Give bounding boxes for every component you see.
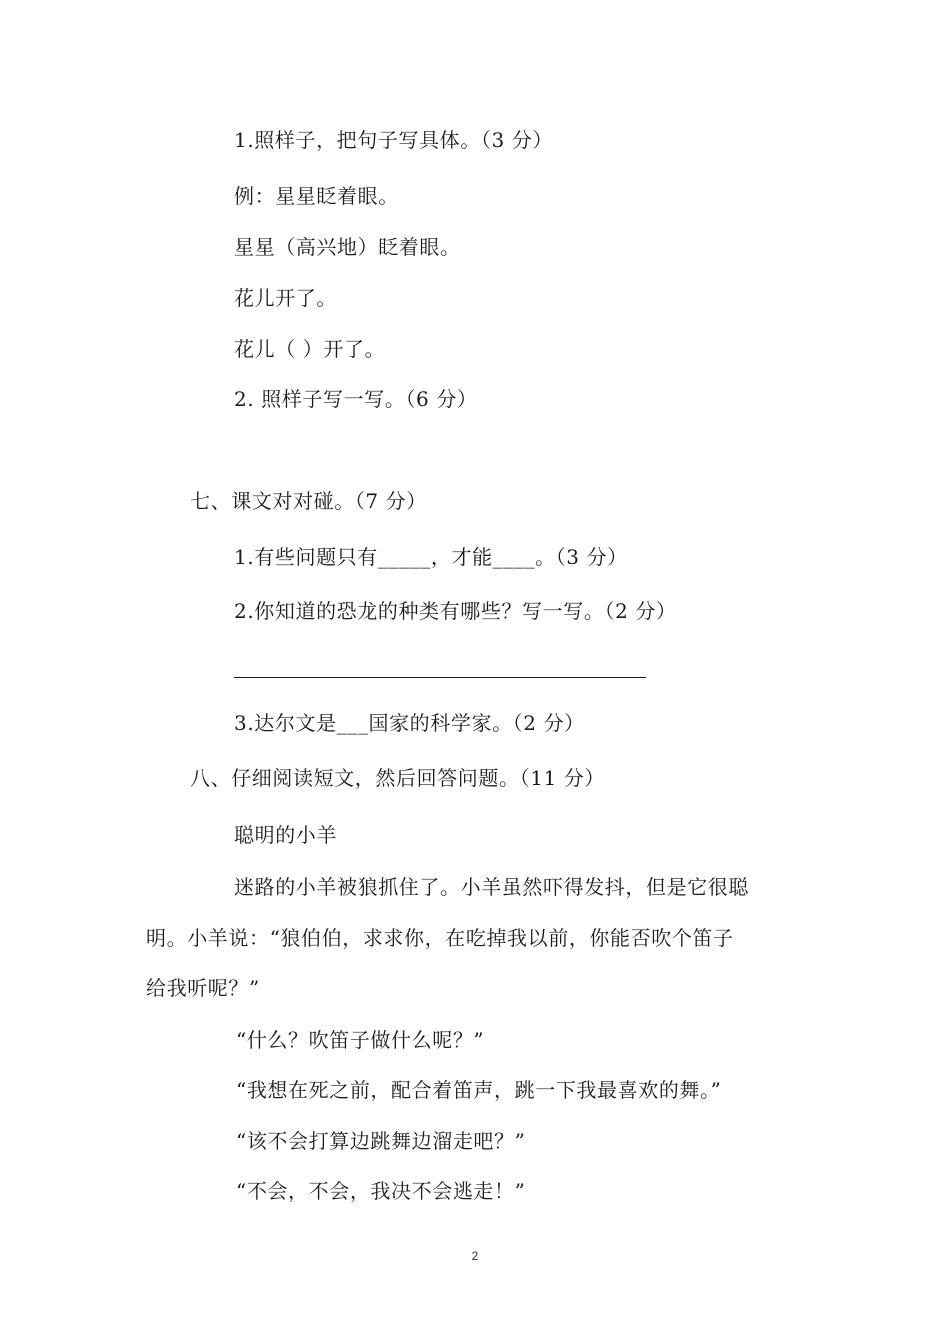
question-7-2: 2.你知道的恐龙的种类有哪些？写一写。（2 分） — [234, 599, 677, 623]
practice-sentence: 花儿开了。 — [234, 286, 337, 310]
page-number: 2 — [471, 1249, 479, 1263]
story-title: 聪明的小羊 — [234, 823, 337, 847]
story-dialog-line: “不会，不会，我决不会逃走！” — [236, 1179, 526, 1203]
practice-sentence-blank: 花儿（ ）开了。 — [234, 337, 386, 361]
story-dialog-line: “该不会打算边跳舞边溜走吧？” — [236, 1129, 526, 1153]
section-7-heading: 七、课文对对碰。（7 分） — [190, 489, 427, 513]
example-answer: 星星（高兴地）眨着眼。 — [234, 235, 461, 259]
story-paragraph-line: 给我听呢？” — [146, 976, 260, 1000]
story-paragraph-line: 迷路的小羊被狼抓住了。小羊虽然吓得发抖，但是它很聪 — [234, 875, 749, 899]
example-sentence: 例：星星眨着眼。 — [234, 184, 399, 208]
question-7-1: 1.有些问题只有_____，才能____。（3 分） — [234, 545, 628, 569]
question-6-2-title: 2. 照样子写一写。（6 分） — [234, 387, 478, 411]
story-dialog-line: “什么？吹笛子做什么呢？” — [236, 1028, 485, 1052]
question-6-1-title: 1.照样子，把句子写具体。（3 分） — [234, 128, 553, 152]
story-dialog-line: “我想在死之前，配合着笛声，跳一下我最喜欢的舞。” — [236, 1078, 722, 1102]
story-paragraph-line: 明。小羊说：“狼伯伯，求求你，在吃掉我以前，你能否吹个笛子 — [146, 926, 734, 950]
question-7-3: 3.达尔文是___国家的科学家。（2 分） — [234, 711, 585, 735]
section-8-heading: 八、仔细阅读短文，然后回答问题。（11 分） — [190, 766, 606, 790]
answer-blank-line — [234, 677, 646, 678]
